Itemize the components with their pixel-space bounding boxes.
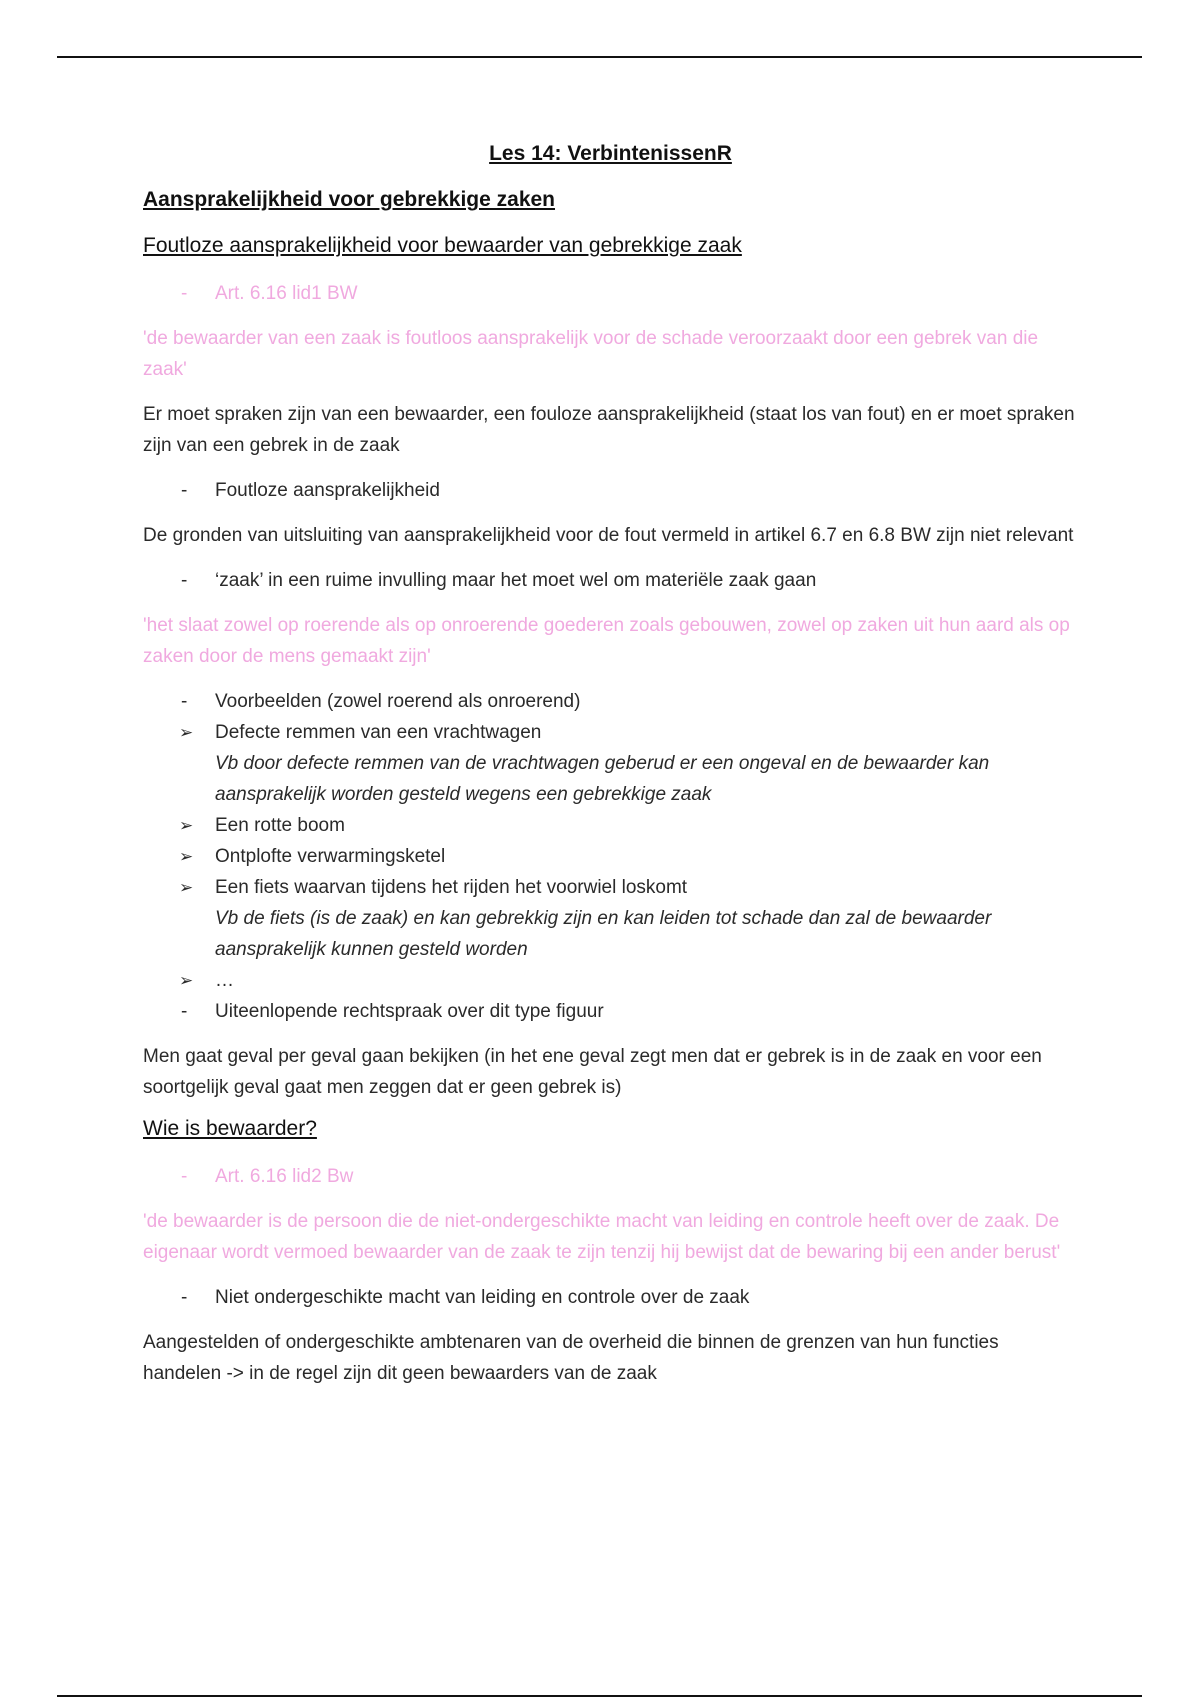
article-item: - Art. 6.16 lid2 Bw xyxy=(143,1161,1078,1192)
document-page xyxy=(143,142,1078,1403)
example-item: ➢ … xyxy=(143,965,1078,996)
list-item: - ‘zaak’ in een ruime invulling maar het moet wel om materiële zaak gaan xyxy=(143,565,1078,596)
article-list-2 xyxy=(143,1161,1078,1192)
list-item: - Uiteenlopende rechtspraak over dit type figuur xyxy=(143,996,1078,1027)
quote-article-1: 'de bewaarder van een zaak is foutloos aansprakelijk voor de schade veroorzaakt door een gebrek van die zaak' xyxy=(143,328,1039,380)
dash-bullet-icon: - xyxy=(181,691,188,712)
top-rule xyxy=(57,56,1142,58)
dash-bullet-icon: - xyxy=(181,1001,188,1022)
arrow-bullet-icon: ➢ xyxy=(179,878,194,897)
quote-article-2: 'de bewaarder is de persoon die de niet-ondergeschikte macht van leiding en controle heeft over de zaak. De eigenaar wordt vermoed bewaarder van de zaak te zijn tenzij hij bewijst dat de bewaring bij een ander berust' xyxy=(143,1211,1061,1263)
example-note: Vb door defecte remmen van de vrachtwagen geberud er een ongeval en de bewaarder kan aansprakelijk worden gesteld wegens een gebrekkige zaak xyxy=(215,753,990,805)
arrow-bullet-icon: ➢ xyxy=(179,816,194,835)
dash-bullet-icon: - xyxy=(181,1287,188,1308)
article-item: - Art. 6.16 lid1 BW xyxy=(143,278,1078,309)
article-list-1 xyxy=(143,278,1078,309)
bullet-list-3 xyxy=(143,1282,1078,1313)
paragraph-bewaarder: Er moet spraken zijn van een bewaarder, een fouloze aansprakelijkheid (staat los van fout) en er moet spraken zijn van een gebrek in de zaak xyxy=(143,404,1075,456)
examples-list xyxy=(143,686,1078,1027)
dash-bullet-icon: - xyxy=(181,1166,188,1187)
example-item: ➢ Defecte remmen van een vrachtwagen Vb door defecte remmen van de vrachtwagen geberud er een ongeval en de bewaarder kan aansprakelijk worden gesteld wegens een gebrekkige zaak xyxy=(143,717,1078,810)
list-item: - Voorbeelden (zowel roerend als onroerend) xyxy=(143,686,1078,717)
arrow-bullet-icon: ➢ xyxy=(179,723,194,742)
dash-bullet-icon: - xyxy=(181,570,188,591)
bullet-list-2 xyxy=(143,565,1078,596)
paragraph-geval: Men gaat geval per geval gaan bekijken (in het ene geval zegt men dat er gebrek is in de zaak en voor een soortgelijk geval gaat men zeggen dat er geen gebrek is) xyxy=(143,1046,1042,1098)
dash-bullet-icon: - xyxy=(181,480,188,501)
quote-zaak: 'het slaat zowel op roerende als op onroerende goederen zoals gebouwen, zowel op zaken uit hun aard als op zaken door de mens gemaakt zijn' xyxy=(143,615,1070,667)
paragraph-aangestelden: Aangestelden of ondergeschikte ambtenaren van de overheid die binnen de grenzen van hun functies handelen -> in de regel zijn dit geen bewaarders van de zaak xyxy=(143,1332,999,1384)
example-note: Vb de fiets (is de zaak) en kan gebrekkig zijn en kan leiden tot schade dan zal de bewaarder aansprakelijk kunnen gesteld worden xyxy=(215,908,992,960)
bottom-rule xyxy=(57,1695,1142,1697)
arrow-bullet-icon: ➢ xyxy=(179,971,194,990)
document-title: Les 14: VerbintenissenR xyxy=(489,142,732,165)
example-item: ➢ Een fiets waarvan tijdens het rijden het voorwiel loskomt Vb de fiets (is de zaak) en kan gebrekkig zijn en kan leiden tot schade dan zal de bewaarder aansprakelijk kunnen gesteld worden xyxy=(143,872,1078,965)
list-item: - Foutloze aansprakelijkheid xyxy=(143,475,1078,506)
section-heading: Aansprakelijkheid voor gebrekkige zaken xyxy=(143,188,556,211)
example-item: ➢ Ontplofte verwarmingsketel xyxy=(143,841,1078,872)
arrow-bullet-icon: ➢ xyxy=(179,847,194,866)
dash-bullet-icon: - xyxy=(181,283,188,304)
subheading-foutloze: Foutloze aansprakelijkheid voor bewaarder van gebrekkige zaak xyxy=(143,234,742,257)
example-item: ➢ Een rotte boom xyxy=(143,810,1078,841)
subheading-wie-is-bewaarder: Wie is bewaarder? xyxy=(143,1117,317,1140)
paragraph-gronden: De gronden van uitsluiting van aansprakelijkheid voor de fout vermeld in artikel 6.7 en 6.8 BW zijn niet relevant xyxy=(143,525,1074,546)
bullet-list-1 xyxy=(143,475,1078,506)
list-item: - Niet ondergeschikte macht van leiding en controle over de zaak xyxy=(143,1282,1078,1313)
